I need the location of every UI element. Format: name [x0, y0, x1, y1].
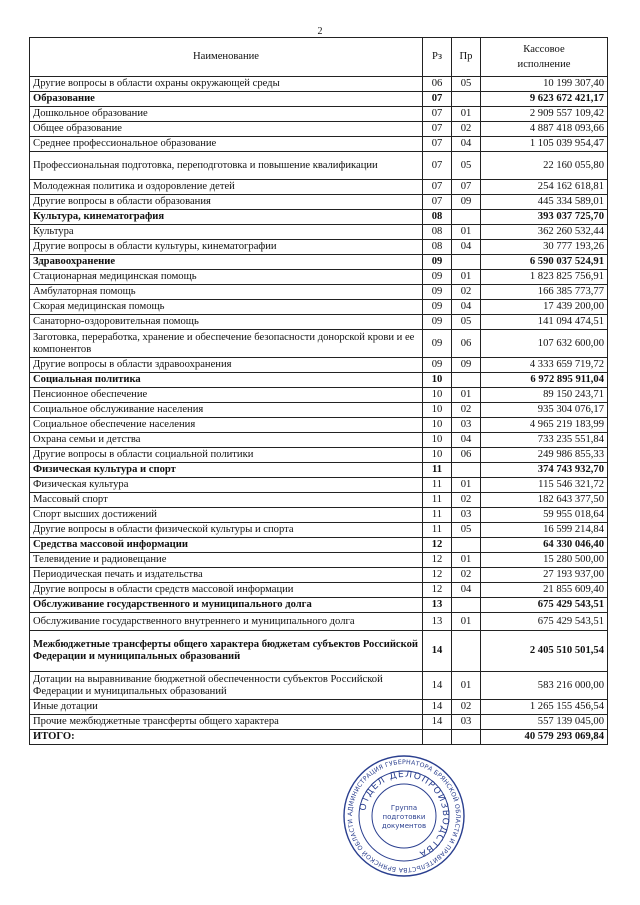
row-pr: 01	[452, 478, 481, 493]
row-amount: 17 439 200,00	[481, 300, 608, 315]
row-pr: 02	[452, 493, 481, 508]
row-amount: 583 216 000,00	[481, 672, 608, 700]
row-name: Социальное обеспечение населения	[30, 418, 423, 433]
row-name: Санаторно-оздоровительная помощь	[30, 315, 423, 330]
stamp-center-line2: подготовки	[382, 813, 426, 821]
row-amount: 557 139 045,00	[481, 715, 608, 730]
row-amount: 64 330 046,40	[481, 538, 608, 553]
stamp-center-line1: Группа	[390, 804, 418, 812]
row-amount: 6 590 037 524,91	[481, 255, 608, 270]
table-row	[30, 493, 608, 508]
section-row	[30, 210, 608, 225]
row-amount: 733 235 551,84	[481, 433, 608, 448]
row-name: Другие вопросы в области культуры, кинематографии	[30, 240, 423, 255]
row-name: Иные дотации	[30, 700, 423, 715]
total-amount: 40 579 293 069,84	[481, 730, 608, 745]
table-row	[30, 285, 608, 300]
row-rz: 07	[423, 122, 452, 137]
row-pr: 04	[452, 137, 481, 152]
row-rz: 09	[423, 315, 452, 330]
header-amount-line1: Кассовое	[523, 44, 565, 55]
row-amount: 374 743 932,70	[481, 463, 608, 478]
row-amount: 115 546 321,72	[481, 478, 608, 493]
table-row	[30, 358, 608, 373]
row-name: Другие вопросы в области охраны окружающей среды	[30, 77, 423, 92]
section-row	[30, 92, 608, 107]
row-amount: 362 260 532,44	[481, 225, 608, 240]
row-amount: 4 333 659 719,72	[481, 358, 608, 373]
row-name: Обслуживание государственного внутреннего и муниципального долга	[30, 613, 423, 631]
row-pr: 02	[452, 700, 481, 715]
row-pr: 03	[452, 715, 481, 730]
header-rz: Рз	[423, 38, 452, 77]
section-row	[30, 631, 608, 672]
stamp-outer-text: АДМИНИСТРАЦИЯ ГУБЕРНАТОРА БРЯНСКОЙ ОБЛАСТИ И ПРАВИТЕЛЬСТВА БРЯНСКОЙ ОБЛАСТИ	[346, 758, 462, 874]
row-amount: 4 965 219 183,99	[481, 418, 608, 433]
table-row	[30, 240, 608, 255]
row-name: Стационарная медицинская помощь	[30, 270, 423, 285]
row-pr: 01	[452, 553, 481, 568]
row-amount: 2 405 510 501,54	[481, 631, 608, 672]
table-row	[30, 315, 608, 330]
row-name: Культура	[30, 225, 423, 240]
table-row	[30, 700, 608, 715]
row-rz: 11	[423, 523, 452, 538]
row-amount: 675 429 543,51	[481, 613, 608, 631]
row-pr: 05	[452, 523, 481, 538]
section-row	[30, 255, 608, 270]
row-rz: 07	[423, 92, 452, 107]
row-name: Образование	[30, 92, 423, 107]
table-row	[30, 523, 608, 538]
row-pr	[452, 631, 481, 672]
row-name: Молодежная политика и оздоровление детей	[30, 180, 423, 195]
row-name: Другие вопросы в области физической культуры и спорта	[30, 523, 423, 538]
row-name: Обслуживание государственного и муниципального долга	[30, 598, 423, 613]
row-amount: 89 150 243,71	[481, 388, 608, 403]
table-row	[30, 107, 608, 122]
row-name: Средства массовой информации	[30, 538, 423, 553]
stamp-inner-text: ОТДЕЛ ДЕЛОПРОИЗВОДСТВА	[358, 769, 451, 859]
row-name: Физическая культура и спорт	[30, 463, 423, 478]
row-pr: 02	[452, 122, 481, 137]
row-rz: 07	[423, 107, 452, 122]
header-pr: Пр	[452, 38, 481, 77]
row-name: Охрана семьи и детства	[30, 433, 423, 448]
row-amount: 1 823 825 756,91	[481, 270, 608, 285]
row-rz: 07	[423, 152, 452, 180]
table-row	[30, 508, 608, 523]
row-name: Среднее профессиональное образование	[30, 137, 423, 152]
row-name: Заготовка, переработка, хранение и обеспечение безопасности донорской крови и ее компонентов	[30, 330, 423, 358]
row-rz: 08	[423, 225, 452, 240]
section-row	[30, 538, 608, 553]
row-pr: 06	[452, 330, 481, 358]
row-amount: 59 955 018,64	[481, 508, 608, 523]
row-pr: 03	[452, 418, 481, 433]
row-rz: 11	[423, 463, 452, 478]
row-amount: 2 909 557 109,42	[481, 107, 608, 122]
row-amount: 182 643 377,50	[481, 493, 608, 508]
row-rz: 09	[423, 358, 452, 373]
table-header-row	[30, 38, 608, 77]
table-row	[30, 553, 608, 568]
row-amount: 249 986 855,33	[481, 448, 608, 463]
row-rz: 11	[423, 508, 452, 523]
row-rz: 12	[423, 538, 452, 553]
row-rz: 12	[423, 553, 452, 568]
table-row	[30, 583, 608, 598]
row-name: Амбулаторная помощь	[30, 285, 423, 300]
row-pr: 01	[452, 613, 481, 631]
row-pr: 04	[452, 300, 481, 315]
row-pr	[452, 463, 481, 478]
table-row	[30, 418, 608, 433]
row-name: Межбюджетные трансферты общего характера бюджетам субъектов Российской Федерации и муниципальных образований	[30, 631, 423, 672]
row-rz: 07	[423, 180, 452, 195]
row-name: Социальная политика	[30, 373, 423, 388]
table-row	[30, 300, 608, 315]
header-amount-line2: исполнение	[517, 59, 571, 70]
section-row	[30, 598, 608, 613]
row-rz: 14	[423, 672, 452, 700]
row-rz: 07	[423, 195, 452, 210]
row-rz: 09	[423, 255, 452, 270]
row-name: Социальное обслуживание населения	[30, 403, 423, 418]
row-rz: 13	[423, 613, 452, 631]
row-name: Прочие межбюджетные трансферты общего характера	[30, 715, 423, 730]
row-amount: 254 162 618,81	[481, 180, 608, 195]
row-amount: 4 887 418 093,66	[481, 122, 608, 137]
total-rz	[423, 730, 452, 745]
table-row	[30, 478, 608, 493]
row-amount: 10 199 307,40	[481, 77, 608, 92]
row-amount: 16 599 214,84	[481, 523, 608, 538]
row-pr: 09	[452, 195, 481, 210]
row-pr: 02	[452, 285, 481, 300]
row-amount: 107 632 600,00	[481, 330, 608, 358]
table-row	[30, 715, 608, 730]
row-rz: 11	[423, 478, 452, 493]
total-label: ИТОГО:	[30, 730, 423, 745]
table-row	[30, 330, 608, 358]
table-row	[30, 613, 608, 631]
row-pr	[452, 598, 481, 613]
row-rz: 08	[423, 210, 452, 225]
row-name: Другие вопросы в области здравоохранения	[30, 358, 423, 373]
row-name: Физическая культура	[30, 478, 423, 493]
row-pr: 09	[452, 358, 481, 373]
row-amount: 30 777 193,26	[481, 240, 608, 255]
row-pr: 01	[452, 225, 481, 240]
row-rz: 10	[423, 448, 452, 463]
row-amount: 9 623 672 421,17	[481, 92, 608, 107]
row-rz: 13	[423, 598, 452, 613]
row-name: Здравоохранение	[30, 255, 423, 270]
row-rz: 09	[423, 300, 452, 315]
table-row	[30, 403, 608, 418]
row-pr	[452, 92, 481, 107]
row-name: Дошкольное образование	[30, 107, 423, 122]
table-row	[30, 180, 608, 195]
row-rz: 10	[423, 403, 452, 418]
section-row	[30, 463, 608, 478]
row-pr: 02	[452, 403, 481, 418]
table-row	[30, 388, 608, 403]
row-rz: 10	[423, 388, 452, 403]
row-amount: 393 037 725,70	[481, 210, 608, 225]
row-pr: 04	[452, 240, 481, 255]
table-row	[30, 270, 608, 285]
row-amount: 935 304 076,17	[481, 403, 608, 418]
row-pr	[452, 538, 481, 553]
total-row	[30, 730, 608, 745]
row-rz: 14	[423, 631, 452, 672]
row-pr: 07	[452, 180, 481, 195]
page-number: 2	[317, 26, 323, 37]
row-rz: 09	[423, 330, 452, 358]
row-amount: 21 855 609,40	[481, 583, 608, 598]
row-amount: 445 334 589,01	[481, 195, 608, 210]
row-rz: 12	[423, 568, 452, 583]
row-rz: 10	[423, 433, 452, 448]
header-name: Наименование	[30, 38, 423, 77]
row-name: Другие вопросы в области средств массовой информации	[30, 583, 423, 598]
total-pr	[452, 730, 481, 745]
row-pr: 01	[452, 388, 481, 403]
budget-execution-table	[29, 37, 608, 745]
row-rz: 09	[423, 270, 452, 285]
row-pr: 03	[452, 508, 481, 523]
row-pr: 02	[452, 568, 481, 583]
row-rz: 14	[423, 715, 452, 730]
row-name: Спорт высших достижений	[30, 508, 423, 523]
row-pr: 04	[452, 433, 481, 448]
row-rz: 12	[423, 583, 452, 598]
row-pr: 04	[452, 583, 481, 598]
row-rz: 07	[423, 137, 452, 152]
row-name: Скорая медицинская помощь	[30, 300, 423, 315]
row-amount: 15 280 500,00	[481, 553, 608, 568]
stamp-center-line3: документов	[381, 822, 427, 830]
row-pr: 05	[452, 152, 481, 180]
row-amount: 166 385 773,77	[481, 285, 608, 300]
official-stamp	[342, 754, 466, 878]
table-row	[30, 568, 608, 583]
row-rz: 10	[423, 418, 452, 433]
row-amount: 6 972 895 911,04	[481, 373, 608, 388]
header-amount	[481, 38, 608, 77]
row-name: Пенсионное обеспечение	[30, 388, 423, 403]
row-pr: 01	[452, 672, 481, 700]
row-rz: 11	[423, 493, 452, 508]
row-pr: 01	[452, 107, 481, 122]
row-name: Общее образование	[30, 122, 423, 137]
row-name: Дотации на выравнивание бюджетной обеспеченности субъектов Российской Федерации и муниципальных образований	[30, 672, 423, 700]
row-pr: 05	[452, 315, 481, 330]
row-amount: 1 265 155 456,54	[481, 700, 608, 715]
row-rz: 10	[423, 373, 452, 388]
row-pr	[452, 255, 481, 270]
row-name: Периодическая печать и издательства	[30, 568, 423, 583]
row-rz: 14	[423, 700, 452, 715]
row-amount: 27 193 937,00	[481, 568, 608, 583]
row-amount: 141 094 474,51	[481, 315, 608, 330]
section-row	[30, 373, 608, 388]
row-name: Другие вопросы в области социальной политики	[30, 448, 423, 463]
row-rz: 09	[423, 285, 452, 300]
table-row	[30, 433, 608, 448]
table-row	[30, 672, 608, 700]
table-row	[30, 195, 608, 210]
row-pr: 01	[452, 270, 481, 285]
row-name: Массовый спорт	[30, 493, 423, 508]
table-row	[30, 77, 608, 92]
table-row	[30, 137, 608, 152]
row-amount: 22 160 055,80	[481, 152, 608, 180]
row-pr: 06	[452, 448, 481, 463]
row-name: Телевидение и радиовещание	[30, 553, 423, 568]
table-row	[30, 122, 608, 137]
row-rz: 06	[423, 77, 452, 92]
row-amount: 675 429 543,51	[481, 598, 608, 613]
row-pr	[452, 373, 481, 388]
row-name: Культура, кинематография	[30, 210, 423, 225]
row-pr	[452, 210, 481, 225]
row-rz: 08	[423, 240, 452, 255]
table-body	[30, 77, 608, 730]
row-amount: 1 105 039 954,47	[481, 137, 608, 152]
row-pr: 05	[452, 77, 481, 92]
table-row	[30, 448, 608, 463]
table-row	[30, 225, 608, 240]
table-row	[30, 152, 608, 180]
row-name: Другие вопросы в области образования	[30, 195, 423, 210]
row-name: Профессиональная подготовка, переподготовка и повышение квалификации	[30, 152, 423, 180]
